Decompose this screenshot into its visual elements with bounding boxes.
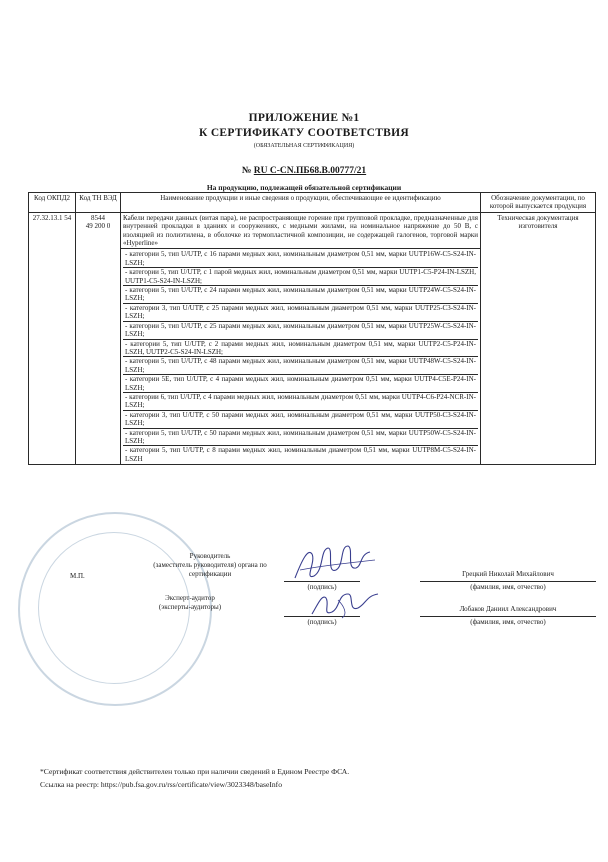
list-item: - категории 5, тип U/UTP, с 50 парами медных жил, номинальным диаметром 0,51 мм, марки UUTP50W-C5-S24-IN-LSZH;	[125, 428, 476, 445]
head-label	[140, 552, 280, 579]
header-okpd2: Код ОКПД2	[29, 193, 76, 213]
seal-mark: М.П.	[70, 572, 85, 580]
cell-tnved	[76, 212, 121, 464]
expert-name-caption: (фамилия, имя, отчество)	[470, 618, 546, 626]
head-label-line-1: Руководитель	[189, 552, 231, 560]
list-item: - категории 5, тип U/UTP, с 24 парами медных жил, номинальным диаметром 0,51 мм, марки UUTP24W-C5-S24-IN-LSZH;	[125, 286, 476, 303]
list-item: - категории 5, тип U/UTP, с 1 парой медных жил, номинальным диаметром 0,51 мм, марки UUTP1-C5-P24-IN-LSZH, UUTP1-C5-S24-IN-LSZH;	[125, 268, 476, 285]
cell-product-variants	[121, 249, 481, 465]
head-name: Грецкий Николай Михайлович	[462, 570, 554, 578]
head-label-line-2: (заместитель руководителя) органа по	[153, 561, 267, 569]
footer-note: *Сертификат соответствия действителен только при наличии сведений в Едином Реестре ФСА.	[40, 767, 350, 776]
subject-line: На продукцию, подлежащей обязательной сертификации	[206, 183, 402, 192]
tnved-part-1: 8544	[91, 213, 105, 222]
list-item: - категории 6, тип U/UTP, с 4 парами медных жил, номинальным диаметром 0,51 мм, марки UUTP4-C6-P24-NCR-IN-LSZH;	[125, 392, 476, 410]
expert-label-line-2: (эксперты-аудиторы)	[158, 603, 222, 611]
list-item: - категории 5, тип U/UTP, с 48 парами медных жил, номинальным диаметром 0,51 мм, марки UUTP48W-C5-S24-IN-LSZH;	[125, 357, 476, 374]
expert-signature-scribble	[308, 586, 388, 622]
list-item: - категории 3, тип U/UTP, с 50 парами медных жил, номинальным диаметром 0,51 мм, марки UUTP50-C3-S24-IN-LSZH;	[125, 410, 476, 428]
certificate-number-value: RU C-CN.ПБ68.В.00777/21	[253, 166, 367, 176]
expert-label	[120, 594, 260, 612]
header-tnved: Код ТН ВЭД	[76, 193, 121, 213]
expert-label-line-1: Эксперт-аудитор	[165, 594, 215, 602]
head-signature-scribble	[290, 540, 380, 590]
certificate-number	[0, 166, 608, 176]
tnved-part-2: 49 200 0	[85, 222, 111, 231]
cell-okpd2: 27.32.13.1 54	[29, 212, 76, 464]
list-item: - категории 5, тип U/UTP, с 16 парами медных жил, номинальным диаметром 0,51 мм, марки UUTP16W-C5-S24-IN-LSZH;	[125, 250, 476, 267]
table-row	[29, 212, 596, 249]
list-item: - категории 5E, тип U/UTP, с 4 парами медных жил, номинальным диаметром 0,51 мм, марки UUTP4-C5E-P24-IN-LSZH;	[125, 375, 476, 392]
list-item: - категории 3, тип U/UTP, с 25 парами медных жил, номинальным диаметром 0,51 мм, марки UUTP25-C3-S24-IN-LSZH;	[125, 303, 476, 321]
header-documentation: Обозначение документации, по которой выпускается продукция	[481, 193, 596, 213]
cell-description: Кабели передачи данных (витая пара), не распространяющие горение при групповой прокладке, предназначенные для внутренней прокладки в зданиях и сооружениях, с медными жилами, на номинальное напряжение до 50 В, с изоляцией из полиэтилена, в оболочке из термопластичной композиции, не содержащей галогенов, торговой марки «Hyperline»	[121, 212, 481, 249]
expert-name-line	[420, 616, 596, 617]
head-label-line-3: сертификации	[188, 570, 232, 578]
list-item: - категории 5, тип U/UTP, с 25 парами медных жил, номинальным диаметром 0,51 мм, марки UUTP25W-C5-S24-IN-LSZH;	[125, 321, 476, 339]
list-item: - категории 5, тип U/UTP, с 8 парами медных жил, номинальным диаметром 0,51 мм, марки UUTP8M-C5-S24-IN-LSZH	[125, 446, 476, 463]
appendix-title: ПРИЛОЖЕНИЕ №1	[248, 112, 360, 124]
list-item: - категории 5, тип U/UTP, с 2 парами медных жил, номинальным диаметром 0,51 мм, марки UUTP2-C5-P24-IN-LSZH, UUTP2-C5-S24-IN-LSZH;	[125, 339, 476, 356]
cell-documentation: Техническая документация изготовителя	[481, 212, 596, 464]
registry-link: Ссылка на реестр: https://pub.fsa.gov.ru/rss/certificate/view/3023348/baseInfo	[40, 780, 282, 789]
expert-name: Лобаков Даниил Александрович	[459, 605, 557, 613]
certification-type: (ОБЯЗАТЕЛЬНАЯ СЕРТИФИКАЦИЯ)	[253, 143, 355, 149]
number-sign: №	[241, 166, 252, 176]
certificate-title: К СЕРТИФИКАТУ СООТВЕТСТВИЯ	[199, 127, 409, 139]
expert-signature-caption: (подпись)	[307, 618, 337, 626]
table-header-row	[29, 193, 596, 213]
header-product-name: Наименование продукции и иные сведения о продукции, обеспечивающие ее идентификацию	[121, 193, 481, 213]
head-signature-caption: (подпись)	[307, 583, 337, 591]
head-name-caption: (фамилия, имя, отчество)	[470, 583, 546, 591]
head-name-line	[420, 581, 596, 582]
products-table	[28, 192, 596, 465]
